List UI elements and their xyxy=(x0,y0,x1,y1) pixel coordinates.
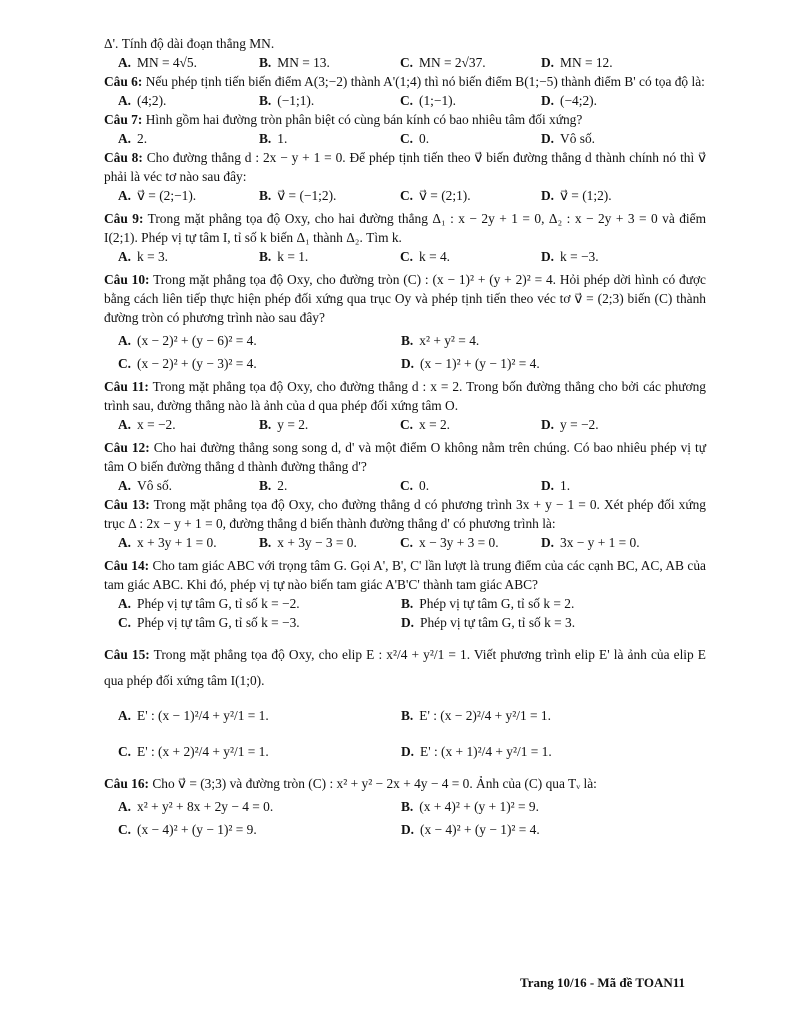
option-b xyxy=(259,186,400,205)
option-letter: C. xyxy=(400,249,414,264)
question-14 xyxy=(104,556,706,594)
question-text: Nếu phép tịnh tiến biến điểm A(3;−2) thành A'(1;4) thì nó biến điểm B(1;−5) thành điểm B' có tọa độ là: xyxy=(145,74,705,89)
option-letter: C. xyxy=(400,535,414,550)
option-d xyxy=(541,186,682,205)
option-text: 3x − y + 1 = 0. xyxy=(560,535,640,550)
option-d xyxy=(401,734,684,770)
option-c xyxy=(118,734,401,770)
option-letter: D. xyxy=(541,535,555,550)
option-c xyxy=(400,476,541,495)
option-text: (x − 4)² + (y − 1)² = 4. xyxy=(420,822,540,837)
question-14-options-row2 xyxy=(118,613,706,632)
option-letter: B. xyxy=(259,249,272,264)
option-c xyxy=(400,129,541,148)
option-d xyxy=(541,476,682,495)
question-number: Câu 8: xyxy=(104,150,143,165)
question-16 xyxy=(104,774,706,793)
option-text: Vô số. xyxy=(137,478,172,493)
question-number: Câu 6: xyxy=(104,74,143,89)
option-c xyxy=(118,613,401,632)
question-11-options xyxy=(118,415,706,434)
option-text: x − 3y + 3 = 0. xyxy=(419,535,499,550)
question-text: Trong mặt phẳng tọa độ Oxy, cho đường thẳng d có phương trình 3x + y − 1 = 0. Xét phép đối xứng trục Δ : 2x − y + 1 = 0, đường thẳng d biến thành đường thẳng d' có phương trình là: xyxy=(104,497,706,531)
option-b xyxy=(259,533,400,552)
option-b xyxy=(401,594,684,613)
option-c xyxy=(400,53,541,72)
question-15-options-row1 xyxy=(118,698,706,734)
option-a xyxy=(118,476,259,495)
option-text: (−4;2). xyxy=(560,93,597,108)
option-b xyxy=(401,797,684,816)
option-text: (x + 4)² + (y + 1)² = 9. xyxy=(419,799,539,814)
option-letter: D. xyxy=(401,744,415,759)
option-letter: D. xyxy=(541,131,555,146)
option-letter: B. xyxy=(401,799,414,814)
option-letter: C. xyxy=(400,93,414,108)
option-letter: D. xyxy=(541,478,555,493)
option-letter: C. xyxy=(400,55,414,70)
option-letter: A. xyxy=(118,596,132,611)
option-text: v⃗ = (2;1). xyxy=(419,188,471,203)
option-a xyxy=(118,415,259,434)
question-15-options-row2 xyxy=(118,734,706,770)
option-b xyxy=(259,53,400,72)
option-text: (−1;1). xyxy=(277,93,315,108)
option-a xyxy=(118,129,259,148)
option-letter: A. xyxy=(118,93,132,108)
option-b xyxy=(259,415,400,434)
option-letter: D. xyxy=(541,93,555,108)
option-text: (x − 4)² + (y − 1)² = 9. xyxy=(137,822,257,837)
option-a xyxy=(118,698,401,734)
option-letter: B. xyxy=(259,55,272,70)
option-d xyxy=(541,533,682,552)
option-letter: C. xyxy=(118,744,132,759)
option-letter: C. xyxy=(118,822,132,837)
question-14-options-row1 xyxy=(118,594,706,613)
option-letter: B. xyxy=(259,93,272,108)
question-6 xyxy=(104,72,706,91)
question-6-options xyxy=(118,91,706,110)
question-5-options xyxy=(118,53,706,72)
option-text: MN = 12. xyxy=(560,55,613,70)
option-d xyxy=(401,354,684,373)
option-letter: A. xyxy=(118,799,132,814)
question-text: Cho v⃗ = (3;3) và đường tròn (C) : x² + y² − 2x + 4y − 4 = 0. Ảnh của (C) qua Tᵥ là: xyxy=(152,776,597,791)
option-text: (x − 2)² + (y − 3)² = 4. xyxy=(137,356,257,371)
question-text: Trong mặt phẳng tọa độ Oxy, cho hai đường thẳng Δ₁ : x − 2y + 1 = 0, Δ₂ : x − 2y + 3 = 0 và điểm I(2;1). Phép vị tự tâm I, tỉ số k biến Δ₁ thành Δ₂. Tìm k. xyxy=(104,211,706,245)
option-text: Phép vị tự tâm G, tỉ số k = 2. xyxy=(419,596,575,611)
question-number: Câu 13: xyxy=(104,497,150,512)
option-letter: B. xyxy=(401,333,414,348)
option-b xyxy=(401,331,684,350)
option-a xyxy=(118,53,259,72)
question-8-options xyxy=(118,186,706,205)
option-letter: B. xyxy=(259,188,272,203)
option-c xyxy=(400,247,541,266)
option-letter: A. xyxy=(118,131,132,146)
question-number: Câu 16: xyxy=(104,776,150,791)
option-letter: D. xyxy=(401,615,415,630)
option-letter: B. xyxy=(259,478,272,493)
question-text: Cho đường thẳng d : 2x − y + 1 = 0. Để phép tịnh tiến theo v⃗ biến đường thẳng d thành chính nó thì v⃗ phải là véc tơ nào sau đây: xyxy=(104,150,706,184)
question-number: Câu 10: xyxy=(104,272,150,287)
option-text: k = 3. xyxy=(137,249,169,264)
question-11 xyxy=(104,377,706,415)
option-text: 1. xyxy=(560,478,571,493)
option-text: v⃗ = (−1;2). xyxy=(277,188,337,203)
option-letter: B. xyxy=(401,708,414,723)
question-text: Cho tam giác ABC với trọng tâm G. Gọi A', B', C' lần lượt là trung điểm của các cạnh BC, AC, AB của tam giác ABC. Khi đó, phép vị tự nào biến tam giác A'B'C' thành tam giác ABC? xyxy=(104,558,706,592)
option-text: Phép vị tự tâm G, tỉ số k = −3. xyxy=(137,615,300,630)
option-letter: C. xyxy=(118,356,132,371)
question-16-options-row1 xyxy=(118,797,706,816)
option-c xyxy=(400,533,541,552)
option-letter: B. xyxy=(259,535,272,550)
question-16-options-row2 xyxy=(118,820,706,839)
option-c xyxy=(118,820,401,839)
option-letter: B. xyxy=(259,417,272,432)
option-letter: B. xyxy=(259,131,272,146)
question-12 xyxy=(104,438,706,476)
option-letter: A. xyxy=(118,333,132,348)
option-letter: A. xyxy=(118,708,132,723)
option-a xyxy=(118,594,401,613)
question-9-options xyxy=(118,247,706,266)
option-text: x = −2. xyxy=(137,417,176,432)
option-letter: C. xyxy=(400,188,414,203)
question-13-options xyxy=(118,533,706,552)
option-text: k = −3. xyxy=(560,249,599,264)
option-text: (4;2). xyxy=(137,93,167,108)
question-10 xyxy=(104,270,706,327)
option-text: x + 3y + 1 = 0. xyxy=(137,535,217,550)
option-text: x² + y² = 4. xyxy=(419,333,480,348)
question-text: Cho hai đường thẳng song song d, d' và một điểm O không nằm trên chúng. Có bao nhiêu phép vị tự tâm O biến đường thẳng d thành đường thẳng d'? xyxy=(104,440,706,474)
option-b xyxy=(401,698,684,734)
option-text: (1;−1). xyxy=(419,93,456,108)
option-text: Phép vị tự tâm G, tỉ số k = 3. xyxy=(420,615,576,630)
option-letter: C. xyxy=(400,478,414,493)
option-text: E' : (x − 2)²/4 + y²/1 = 1. xyxy=(419,708,551,723)
option-text: E' : (x + 2)²/4 + y²/1 = 1. xyxy=(137,744,269,759)
option-letter: D. xyxy=(541,417,555,432)
question-text: Trong mặt phẳng tọa độ Oxy, cho đường thẳng d : x = 2. Trong bốn đường thẳng cho bởi các phương trình sau, đường thẳng nào là ảnh của d qua phép đối xứng tâm O. xyxy=(104,379,706,413)
option-a xyxy=(118,247,259,266)
page-footer: Trang 10/16 - Mã đề TOAN11 xyxy=(520,975,686,990)
option-b xyxy=(259,91,400,110)
option-text: 0. xyxy=(419,131,430,146)
option-text: 2. xyxy=(137,131,148,146)
question-number: Câu 7: xyxy=(104,112,143,127)
option-letter: A. xyxy=(118,417,132,432)
option-text: x + 3y − 3 = 0. xyxy=(277,535,357,550)
option-c xyxy=(400,415,541,434)
option-text: Vô số. xyxy=(560,131,595,146)
question-12-options xyxy=(118,476,706,495)
option-text: 2. xyxy=(277,478,288,493)
option-text: 0. xyxy=(419,478,430,493)
option-text: x² + y² + 8x + 2y − 4 = 0. xyxy=(137,799,274,814)
question-15 xyxy=(104,642,706,694)
question-text: Trong mặt phẳng tọa độ Oxy, cho elip E : x²/4 + y²/1 = 1. Viết phương trình elip E' là ảnh của elip E qua phép đối xứng tâm I(1;0). xyxy=(104,647,706,688)
option-a xyxy=(118,186,259,205)
option-a xyxy=(118,331,401,350)
option-text: k = 4. xyxy=(419,249,451,264)
question-7-options xyxy=(118,129,706,148)
option-a xyxy=(118,91,259,110)
question-10-options-row2 xyxy=(118,354,706,373)
option-letter: A. xyxy=(118,535,132,550)
question-text: Hình gồm hai đường tròn phân biệt có cùng bán kính có bao nhiêu tâm đối xứng? xyxy=(145,112,583,127)
option-text: Phép vị tự tâm G, tỉ số k = −2. xyxy=(137,596,300,611)
option-text: y = 2. xyxy=(277,417,309,432)
question-8 xyxy=(104,148,706,186)
question-number: Câu 12: xyxy=(104,440,150,455)
question-9 xyxy=(104,209,706,247)
option-letter: A. xyxy=(118,188,132,203)
question-5-stem: Δ'. Tính độ dài đoạn thẳng MN. xyxy=(104,36,275,51)
question-number: Câu 11: xyxy=(104,379,149,394)
option-letter: D. xyxy=(401,356,415,371)
question-number: Câu 9: xyxy=(104,211,144,226)
option-b xyxy=(259,247,400,266)
option-letter: C. xyxy=(400,131,414,146)
question-7 xyxy=(104,110,706,129)
option-c xyxy=(118,354,401,373)
option-d xyxy=(401,613,684,632)
option-d xyxy=(541,53,682,72)
option-b xyxy=(259,476,400,495)
option-text: v⃗ = (1;2). xyxy=(560,188,612,203)
option-a xyxy=(118,533,259,552)
option-text: y = −2. xyxy=(560,417,599,432)
option-letter: A. xyxy=(118,55,132,70)
option-letter: D. xyxy=(541,249,555,264)
option-letter: D. xyxy=(401,822,415,837)
question-number: Câu 15: xyxy=(104,647,150,662)
option-text: 1. xyxy=(277,131,288,146)
option-d xyxy=(541,415,682,434)
option-text: x = 2. xyxy=(419,417,451,432)
option-text: E' : (x + 1)²/4 + y²/1 = 1. xyxy=(420,744,552,759)
question-13 xyxy=(104,495,706,533)
option-letter: B. xyxy=(401,596,414,611)
option-d xyxy=(541,91,682,110)
option-text: (x − 2)² + (y − 6)² = 4. xyxy=(137,333,257,348)
exam-page xyxy=(104,34,706,839)
option-text: (x − 1)² + (y − 1)² = 4. xyxy=(420,356,540,371)
option-d xyxy=(401,820,684,839)
option-letter: A. xyxy=(118,249,132,264)
question-number: Câu 14: xyxy=(104,558,150,573)
option-letter: C. xyxy=(118,615,132,630)
option-a xyxy=(118,797,401,816)
option-letter: D. xyxy=(541,188,555,203)
option-d xyxy=(541,247,682,266)
option-c xyxy=(400,91,541,110)
option-text: E' : (x − 1)²/4 + y²/1 = 1. xyxy=(137,708,269,723)
question-text: Trong mặt phẳng tọa độ Oxy, cho đường tròn (C) : (x − 1)² + (y + 2)² = 4. Hỏi phép dời hình có được bằng cách liên tiếp thực hiện phép đối xứng qua trục Oy và phép tịnh tiến theo véc tơ v⃗ = (2;3) biến (C) thành đường tròn có phương trình nào sau đây? xyxy=(104,272,706,325)
option-b xyxy=(259,129,400,148)
option-letter: C. xyxy=(400,417,414,432)
option-text: k = 1. xyxy=(277,249,309,264)
option-text: MN = 2√37. xyxy=(419,55,486,70)
option-text: v⃗ = (2;−1). xyxy=(137,188,197,203)
question-10-options-row1 xyxy=(118,331,706,350)
option-letter: D. xyxy=(541,55,555,70)
option-c xyxy=(400,186,541,205)
option-text: MN = 13. xyxy=(277,55,330,70)
option-text: MN = 4√5. xyxy=(137,55,197,70)
option-letter: A. xyxy=(118,478,132,493)
option-d xyxy=(541,129,682,148)
